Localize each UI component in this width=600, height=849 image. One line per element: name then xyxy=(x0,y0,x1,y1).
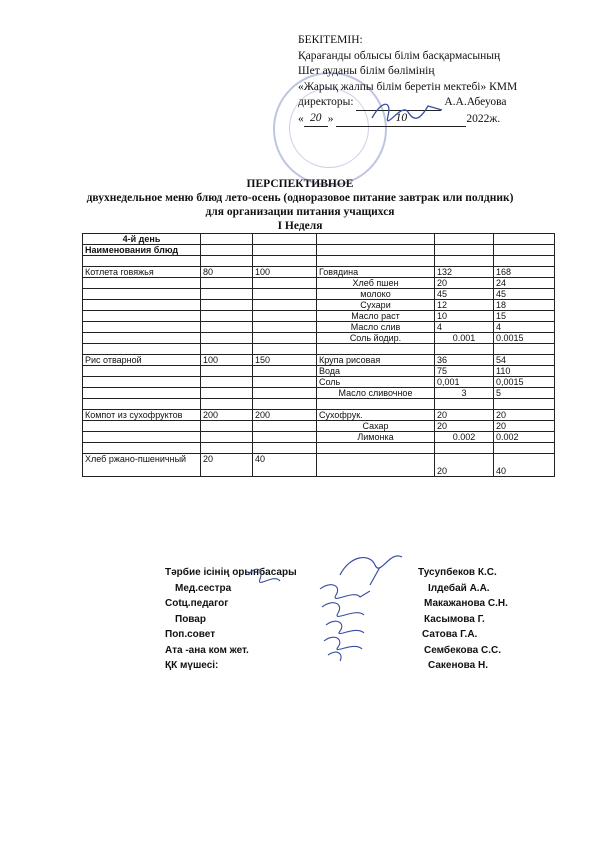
date-month: 10 xyxy=(336,111,466,128)
ingredient-v1: 12 xyxy=(435,300,494,311)
table-row xyxy=(83,245,555,256)
ingredient-v1: 0,001 xyxy=(435,377,494,388)
staff-role: Повар xyxy=(175,613,206,625)
date-close-quote: » xyxy=(327,112,334,125)
bread-v1: 20 xyxy=(435,454,494,477)
ingredient-name: Говядина xyxy=(317,267,435,278)
dish-header: Наименования блюд xyxy=(83,245,201,256)
day-label: 4-й день xyxy=(83,234,201,245)
ingredient-v1: 0.001 xyxy=(435,333,494,344)
ingredient-v2: 0.002 xyxy=(494,432,555,443)
dish-name: Котлета говяжья xyxy=(83,267,201,278)
table-row xyxy=(83,454,555,477)
approval-line-2: Шет ауданы білім бөлімінің xyxy=(298,65,435,77)
ingredient-name: молоко xyxy=(317,289,435,300)
date-day: 20 xyxy=(304,111,328,128)
table-row xyxy=(83,399,555,410)
dish-portion-2: 150 xyxy=(253,355,317,366)
ingredient-name: Масло слив xyxy=(317,322,435,333)
date-open-quote: « xyxy=(298,112,304,125)
staff-name: Касымова Г. xyxy=(424,613,485,625)
week-label: I Неделя xyxy=(277,220,323,232)
table-row xyxy=(83,443,555,454)
dish-portion-1: 80 xyxy=(201,267,253,278)
staff-name: Ілдебай А.А. xyxy=(428,582,490,594)
director-name: А.А.Абеуова xyxy=(444,96,507,108)
ingredient-name: Лимонка xyxy=(317,432,435,443)
ingredient-v1: 20 xyxy=(435,421,494,432)
ingredient-name: Сахар xyxy=(317,421,435,432)
title-line-2: двухнедельное меню блюд лето-осень (одноразовое питание завтрак или полдник) xyxy=(86,192,514,204)
ingredient-v1: 10 xyxy=(435,311,494,322)
approval-block xyxy=(298,33,517,127)
table-row xyxy=(83,311,555,322)
ingredient-name: Соль йодир. xyxy=(317,333,435,344)
ingredient-name: Сухофрук. xyxy=(317,410,435,421)
approval-line-1: Қарағанды облысы білім басқармасының xyxy=(298,49,501,62)
approval-heading: БЕКІТЕМІН: xyxy=(298,34,363,46)
dish-portion-1: 100 xyxy=(201,355,253,366)
table-row xyxy=(83,344,555,355)
ingredient-v1: 4 xyxy=(435,322,494,333)
ingredient-v1: 20 xyxy=(435,410,494,421)
title-line-3: для организации питания учащихся xyxy=(205,206,395,218)
bread-v2: 40 xyxy=(494,454,555,477)
ingredient-v2: 110 xyxy=(494,366,555,377)
ingredient-v2: 20 xyxy=(494,421,555,432)
ingredient-v1: 45 xyxy=(435,289,494,300)
ingredient-v1: 36 xyxy=(435,355,494,366)
bread-portion-2: 40 xyxy=(253,454,317,477)
dish-portion-2: 100 xyxy=(253,267,317,278)
dish-portion-1: 200 xyxy=(201,410,253,421)
bread-name: Хлеб ржано-пшеничный xyxy=(83,454,201,477)
title-line-1: ПЕРСПЕКТИВНОЕ xyxy=(246,178,354,190)
table-row xyxy=(83,410,555,421)
table-row xyxy=(83,333,555,344)
ingredient-name: Сухари xyxy=(317,300,435,311)
table-row xyxy=(83,366,555,377)
ingredient-v1: 75 xyxy=(435,366,494,377)
staff-role: Ата -ана ком жет. xyxy=(165,644,249,656)
ingredient-v2: 45 xyxy=(494,289,555,300)
staff-role: Мед.сестра xyxy=(175,582,232,594)
ingredient-name: Масло сливочное xyxy=(317,388,435,399)
table-row xyxy=(83,322,555,333)
staff-name: Макажанова С.Н. xyxy=(424,598,508,609)
table-row xyxy=(83,388,555,399)
ingredient-v2: 15 xyxy=(494,311,555,322)
table-row xyxy=(83,432,555,443)
ingredient-v2: 54 xyxy=(494,355,555,366)
table-row xyxy=(83,377,555,388)
director-line xyxy=(298,95,517,111)
menu-table xyxy=(82,233,555,477)
table-row xyxy=(83,278,555,289)
staff-role: Тәрбие ісінің орынбасары xyxy=(165,567,297,578)
ingredient-v2: 0.0015 xyxy=(494,333,555,344)
table-row xyxy=(83,289,555,300)
dish-name: Компот из сухофруктов xyxy=(83,410,201,421)
ingredient-v2: 24 xyxy=(494,278,555,289)
date-year: 2022ж. xyxy=(466,112,501,125)
ingredient-v1: 0.002 xyxy=(435,432,494,443)
staff-name: Тусупбеков К.С. xyxy=(418,567,497,578)
table-row xyxy=(83,355,555,366)
ingredient-name: Соль xyxy=(317,377,435,388)
staff-roles xyxy=(165,565,297,674)
staff-name: Сатова Г.А. xyxy=(422,629,478,640)
staff-name: Сембекова С.С. xyxy=(424,644,501,656)
bread-portion-1: 20 xyxy=(201,454,253,477)
table-row xyxy=(83,300,555,311)
dish-name: Рис отварной xyxy=(83,355,201,366)
ingredient-v1: 3 xyxy=(435,388,494,399)
table-row xyxy=(83,267,555,278)
staff-role: Поп.совет xyxy=(165,629,216,640)
ingredient-v1: 132 xyxy=(435,267,494,278)
ingredient-name: Вода xyxy=(317,366,435,377)
ingredient-v2: 20 xyxy=(494,410,555,421)
staff-names xyxy=(418,565,508,674)
dish-portion-2: 200 xyxy=(253,410,317,421)
ingredient-v2: 168 xyxy=(494,267,555,278)
table-row xyxy=(83,256,555,267)
ingredient-v2: 0,0015 xyxy=(494,377,555,388)
approval-line-3: «Жарық жалпы білім беретін мектебі» КММ xyxy=(298,80,518,93)
ingredient-v2: 5 xyxy=(494,388,555,399)
ingredient-name: Масло раст xyxy=(317,311,435,322)
staff-role: ҚК мүшесі: xyxy=(165,660,219,671)
ingredient-name: Хлеб пшен xyxy=(317,278,435,289)
ingredient-v2: 18 xyxy=(494,300,555,311)
table-row xyxy=(83,421,555,432)
ingredient-name: Крупа рисовая xyxy=(317,355,435,366)
staff-name: Сакенова Н. xyxy=(428,660,488,671)
table-row xyxy=(83,234,555,245)
staff-role: Соtц.педагог xyxy=(165,598,229,609)
approval-date xyxy=(298,111,517,128)
director-label: директоры: xyxy=(298,96,354,108)
ingredient-v2: 4 xyxy=(494,322,555,333)
ingredient-v1: 20 xyxy=(435,278,494,289)
